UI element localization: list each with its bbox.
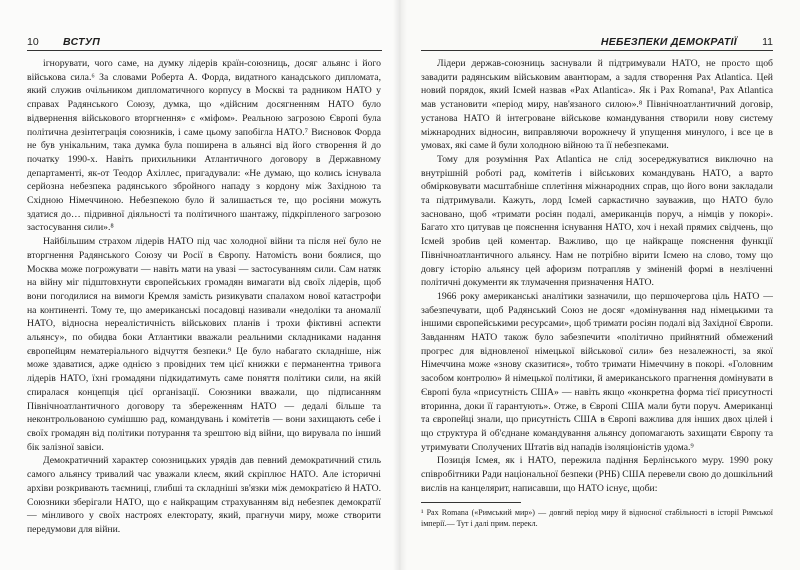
footnote bbox=[421, 507, 773, 529]
footnote-rule bbox=[421, 502, 521, 503]
paragraph: ігнорувати, чого саме, на думку лідерів країн-союзниць, досяг альянс і його військова сила.⁶ За словами Роберта А. Форда, видатного канадського дипломата, який служив очільником дипломатичного корпусу в Москві та радником НАТО у справах Радянського Союзу, думка, що «дійсним досягненням НАТО було відвернення військового вторгнення» є «міфом». Реальною загрозою Європі була політична дезінтеграція союзників, і саме цьому запобігла НАТО.⁷ Висновок Форда не був унікальним, така думка була поширена в альянсі від його створення й до початку 1990-х. Навіть прихильники Атлантичного договору в Державному департаменті, як-от Теодор Ахіллес, пригадували: «Не думаю, що колись існувала серйозна небезпека радянського збройного нападу з кордону між Західною та Східною Німеччиною. Небезпекою було й залишається те, що росіяни можуть здатися до… підривної діяльності та політичного шантажу, підкріпленого загрозою застосування сили».⁸ bbox=[27, 58, 381, 234]
right-body-text bbox=[421, 57, 773, 496]
left-body-text bbox=[27, 57, 381, 537]
paragraph: Найбільшим страхом лідерів НАТО під час холодної війни та після неї було не вторгнення Радянського Союзу чи Росії в Європу. Натомість вони боялися, що Москва може погрожувати — навіть мати на увазі — застосуванням сили. Сам натяк на війну міг підштовхнути європейських громадян вимагати від своїх лідерів, щоб вони погодилися на вимоги Кремля замість ризикувати спалахом нової катастрофи на континенті. Тому те, що американські посадовці називали «недоліки та аномалії НАТО, відносна нереалістичність військових планів і трохи фіктивні аспекти альянсу», по обидва боки Атлантики вважали реальними складниками надання європейцям нематеріального відчуття безпеки.⁹ Це було набагато складніше, ніж може здаватися, адже однією з провідних тем цієї книжки є перманентна тривога лідерів НАТО, їхні громадяни підкидатимуть саме поняття політики сили, на якій спиралася концепція цієї організації. Союзники вважали, що підписанням Північноатлантичного договору та збереженням НАТО — дедалі більше та неконтрольованою сумішшю рад, командувань і комітетів — вони захищають себе і своїх громадян від політики потурання та зрештою від війни, що вирувала по інший бік залізної завіси. bbox=[27, 236, 381, 453]
right-page bbox=[400, 0, 800, 570]
paragraph: 1966 року американські аналітики зазначили, що першочергова ціль НАТО — забезпечувати, щоб Радянський Союз не досяг «домінування над німецькими та іншими європейськими ресурсами», щоб тримати росіян подалі від Західної Європи. Завданням НАТО також було забезпечити «політично прийнятний обмежений прогрес для відновленої німецької військової сили» без незалежності, за якої Німеччина може «знову сказитися», тобто тримати Німеччину в покорі. «Головним засобом контролю» й німецької політики, й американського прагнення домінувати в Європі була «присутність США» — навіть якщо «конкретна форма тієї присутності вторинна, доки її гарантують». Отже, в Європі США мали бути поруч. Американці та європейці знали, що присутність США в Європі важлива для інших двох цілей і що структура й об'єднане командування альянсу допомагають захищати Європу та утримувати Сполучених Штатів від нападів ізоляціоністів удома.⁹ bbox=[421, 290, 773, 453]
page-number-right: 11 bbox=[762, 36, 773, 48]
page-number-left: 10 bbox=[27, 36, 39, 48]
header-rule-right bbox=[421, 50, 773, 51]
paragraph: Позиція Ісмея, як і НАТО, пережила падіння Берлінського муру. 1990 року співробітники Ради національної безпеки (РНБ) США перевели свою до дошкільний вислів на канцелярит, написавши, що НАТО існує, щоби: bbox=[421, 455, 773, 494]
right-page-header bbox=[421, 35, 773, 51]
left-page-header bbox=[27, 35, 382, 51]
running-title-left: ВСТУП bbox=[63, 36, 101, 48]
footnote-text: ¹ Pax Romana («Римський мир») — довгий період миру й відносної стабільності в історії Римської імперії.— Тут і далі прим. перекл. bbox=[421, 508, 773, 528]
paragraph: Демократичний характер союзницьких урядів дав певний демократичний стиль самого альянсу тривалий час уважали клеєм, який скріплює НАТО. Але історичні архіви розкривають таємниці, глибші та складніші зв'язки між демократією й НАТО. Союзники зберігали НАТО, що є найкращим страхуванням від небезпек демократії — мінливого у своїх настроях електорату, який, прагнучи миру, може створити передумови для війни. bbox=[27, 455, 381, 535]
running-title-right: НЕБЕЗПЕКИ ДЕМОКРАТІЇ bbox=[600, 36, 737, 48]
header-rule-left bbox=[27, 50, 382, 51]
paragraph: Тому для розуміння Pax Atlantica не слід зосереджуватися виключно на внутрішній роботі рад, комітетів і військових командувань НАТО, а варто обмірковувати масштабніше сплетіння міжнародних справ, що його вони закладали та підтримували. Кажуть, лорд Ісмей саркастично зауважив, що НАТО було засновано, щоб «тримати росіян подалі, американців поруч, а німців у покорі». Багато хто цитував це пояснення існування НАТО, хоч і нехай прямих свідчень, що Ісмей зробив цей коментар. Важливо, що це найкраще пояснення функції Північноатлантичного альянсу. Нам не потрібно вірити Ісмею на слово, тому що довгу історію альянсу цей афоризм потрапляв у зміненій формі в незліченні політичні документи як тлумачення призначення НАТО. bbox=[421, 153, 773, 289]
book-gutter-shadow bbox=[393, 0, 407, 570]
paragraph: Лідери держав-союзниць заснували й підтримували НАТО, не просто щоб завадити радянським військовим авантюрам, а задля створення Pax Atlantica. Цей новий порядок, який Ісмей назвав «Pax Atlantica». Як і Pax Romana¹, Pax Atlantica мав установити «період миру, нав'язаного силою».⁸ Північноатлантичний договір, установа НАТО й інтегроване військове командування створили нову систему міжнародних відносин, виправляючи ворожнечу й упущення минулого, і все це в умовах, які саме й були холодною війною та її небезпеками. bbox=[421, 58, 773, 152]
